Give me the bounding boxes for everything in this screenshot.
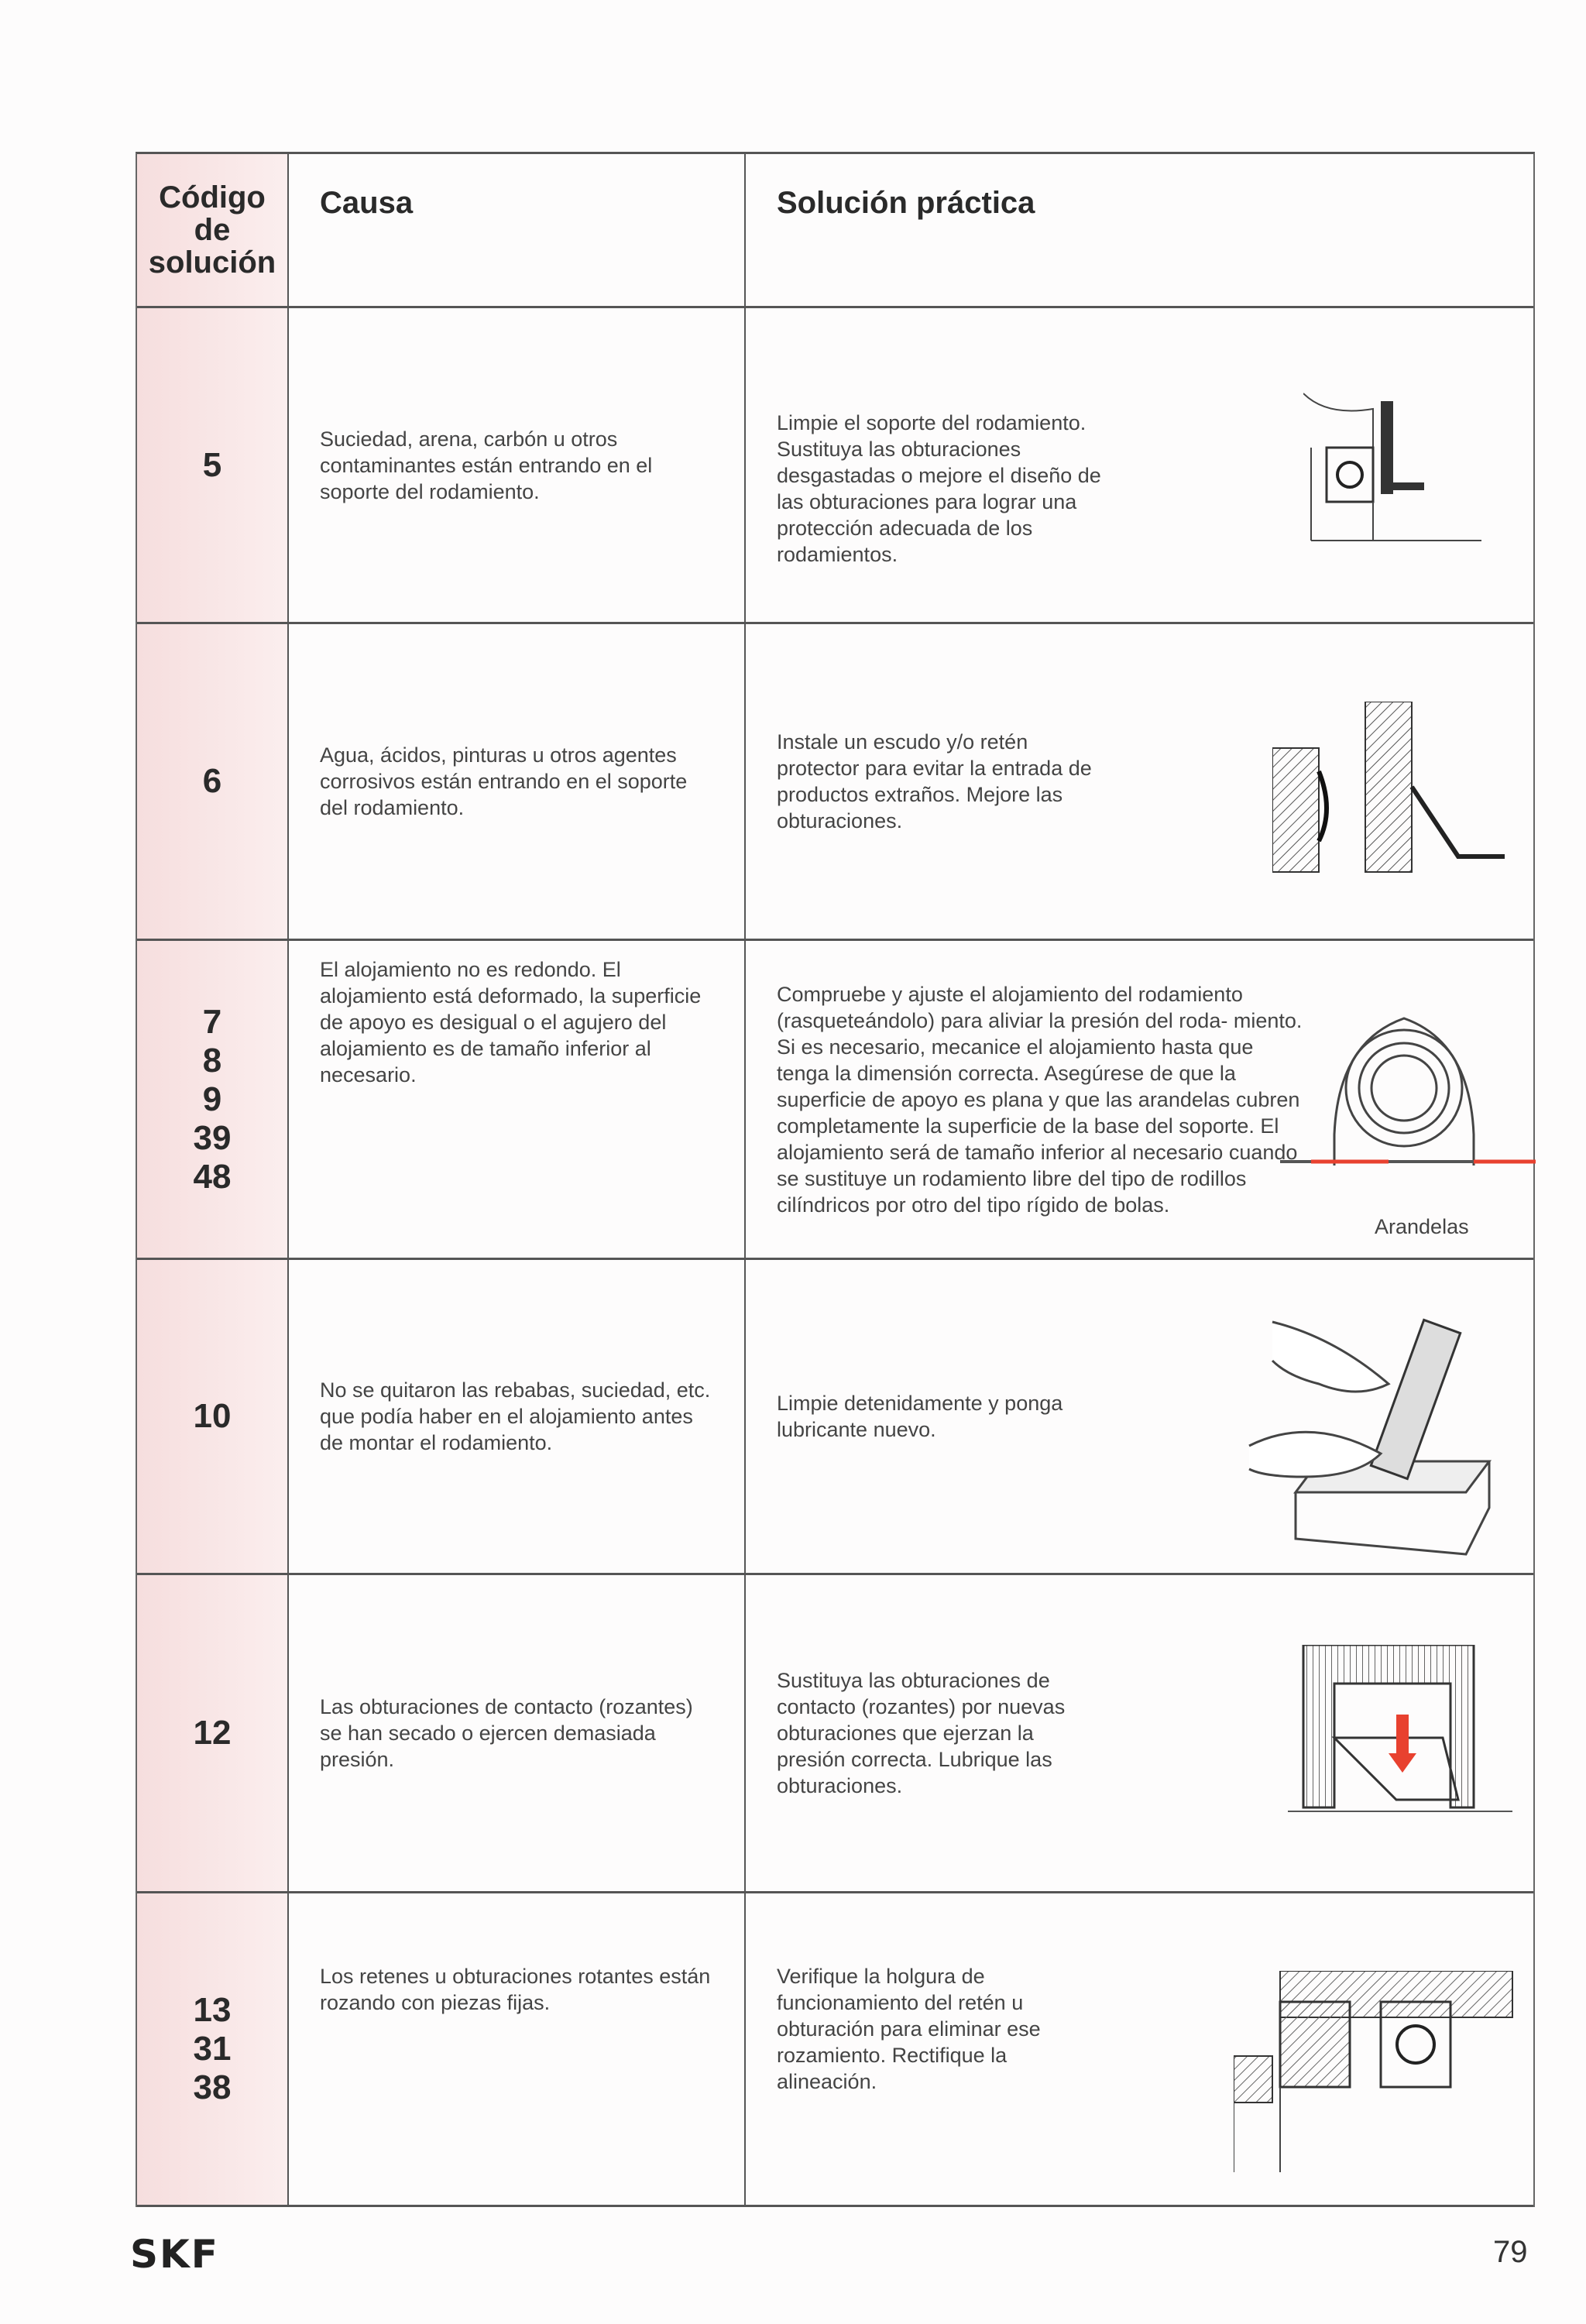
cause-cell [289, 941, 746, 1258]
code-value: 9 [202, 1080, 222, 1118]
code-value: 38 [193, 2068, 232, 2106]
cause-cell [289, 624, 746, 939]
solution-cell [746, 941, 1533, 1258]
solution-text: Compruebe y ajuste el alojamiento del rodamiento (rasqueteándolo) para aliviar la presión del roda- miento. Si es necesario, mecanice el alojamiento hasta que tenga la dimensión correcta. Asegúrese de que la superficie de apoyo es plana y que las arandelas cubren completamente la superficie de la base del soporte. El alojamiento será de tamaño inferior al necesario cuando se sustituye un rodamiento libre del tipo de rodillos cilíndricos por otro del tipo rígido de bolas. [777, 982, 1303, 1217]
cause-cell [289, 1575, 746, 1891]
solution-code [137, 1260, 289, 1573]
header-cause: Causa [289, 154, 746, 306]
code-value: 6 [202, 762, 222, 800]
code-value: 10 [193, 1397, 232, 1435]
solution-cell [746, 308, 1533, 622]
solution-cell [746, 1260, 1533, 1573]
cause-text: Suciedad, arena, carbón u otros contaminantes están entrando en el soporte del rodamiento. [320, 427, 653, 503]
cause-text: Agua, ácidos, pinturas u otros agentes corrosivos están entrando en el soporte del rodamiento. [320, 743, 688, 819]
code-value: 39 [193, 1118, 232, 1157]
solution-code [137, 624, 289, 939]
table-row [137, 941, 1533, 1260]
solution-code [137, 1575, 289, 1891]
header-code-line: de [194, 213, 231, 247]
code-value: 12 [193, 1714, 232, 1752]
cause-cell [289, 1260, 746, 1573]
solution-cell [746, 1893, 1533, 2205]
code-value: 48 [193, 1157, 232, 1196]
code-value: 7 [202, 1002, 222, 1041]
solution-text: Limpie detenidamente y ponga lubricante nuevo. [777, 1392, 1063, 1441]
solution-text: Instale un escudo y/o retén protector para evitar la entrada de productos extraños. Mejore las obturaciones. [777, 730, 1092, 832]
table-row [137, 624, 1533, 941]
cleaning-hands-figure [1241, 1275, 1528, 1562]
troubleshooting-table [136, 152, 1535, 2207]
seal-bearing-figure [1303, 386, 1489, 572]
header-code [137, 154, 289, 306]
shield-seal-figure [1272, 702, 1520, 880]
page-number: 79 [1493, 2235, 1528, 2269]
lip-seal-figure [1288, 1645, 1512, 1846]
solution-text: Sustituya las obturaciones de contacto (rozantes) por nuevas obturaciones que ejerzan la presión correcta. Lubrique las obturaciones. [777, 1669, 1066, 1797]
solution-code [137, 1893, 289, 2205]
cause-cell [289, 308, 746, 622]
cause-text: Los retenes u obturaciones rotantes están rozando con piezas fijas. [320, 1965, 711, 2014]
code-value: 8 [202, 1041, 222, 1080]
header-code-line: Código [159, 180, 266, 215]
cause-text: Las obturaciones de contacto (rozantes) se han secado o ejercen demasiada presión. [320, 1695, 693, 1771]
header-code-line: solución [148, 245, 276, 280]
cause-text: No se quitaron las rebabas, suciedad, etc. que podía haber en el alojamiento antes de montar el rodamiento. [320, 1378, 711, 1454]
rotating-seal-figure [1234, 1971, 1520, 2172]
header-solution: Solución práctica [777, 186, 1035, 220]
solution-cell [746, 1575, 1533, 1891]
table-header [137, 154, 1533, 308]
cause-cell [289, 1893, 746, 2205]
washers-caption: Arandelas [1375, 1215, 1469, 1238]
table-row [137, 1260, 1533, 1575]
code-value: 13 [193, 1991, 232, 2029]
code-value: 31 [193, 2030, 232, 2068]
plummer-block-figure [1280, 995, 1536, 1196]
code-value: 5 [202, 445, 222, 484]
solution-text: Verifique la holgura de funcionamiento del retén u obturación para eliminar ese rozamiento. Rectifique la alineación. [777, 1965, 1041, 2093]
skf-logo: SKF [130, 2232, 219, 2277]
solution-code [137, 941, 289, 1258]
solution-cell [746, 624, 1533, 939]
solution-code [137, 308, 289, 622]
table-row [137, 1893, 1533, 2207]
table-row [137, 1575, 1533, 1893]
solution-text: Limpie el soporte del rodamiento. Sustituya las obturaciones desgastadas o mejore el diseño de las obturaciones para lograr una protección adecuada de los rodamientos. [777, 410, 1101, 566]
table-row [137, 308, 1533, 624]
cause-text: El alojamiento no es redondo. El alojamiento está deformado, la superficie de apoyo es desigual o el agujero del alojamiento es de tamaño inferior al necesario. [320, 958, 702, 1086]
